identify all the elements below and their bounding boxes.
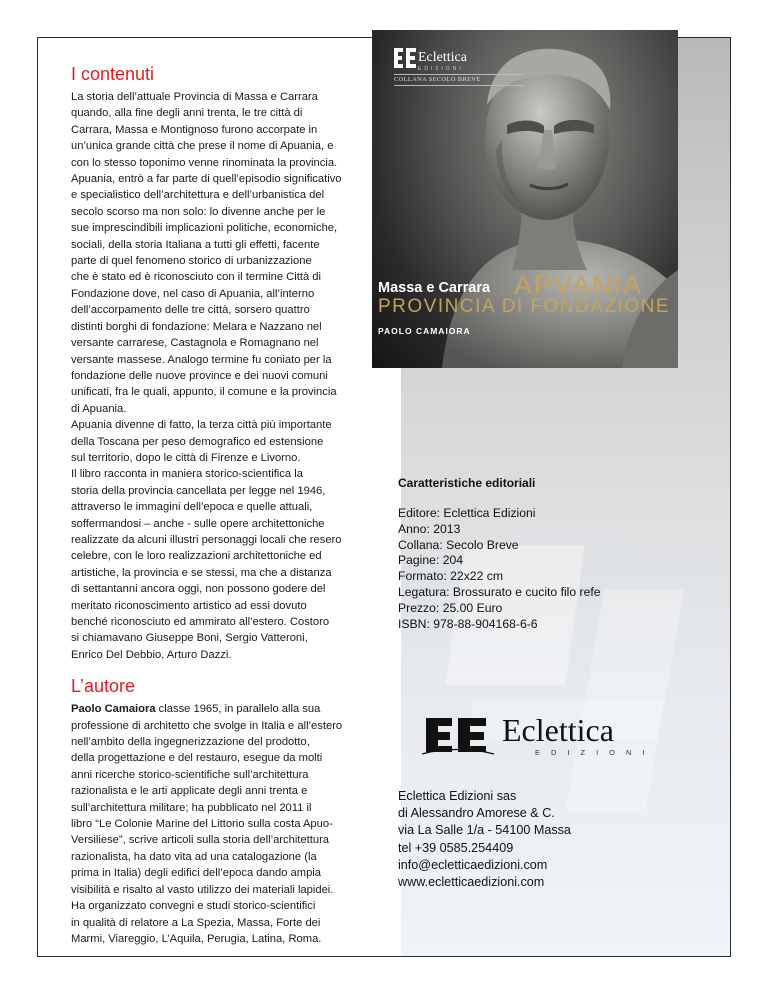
author-line: razionalista e le arti applicate degli anni trenta e	[71, 785, 308, 798]
contents-line: di Apuania.	[71, 402, 127, 415]
contents-line: fondazione delle nuove province e dei nuovi comuni	[71, 369, 328, 382]
contents-line: Il libro racconta in maniera storico-scientifica la	[71, 468, 303, 481]
contents-line: con lo stesso toponimo venne rinominata la provincia.	[71, 156, 338, 169]
cover-author: PAOLO CAMAIORA	[378, 326, 471, 336]
author-line: visibilità e risalto al vasto utilizzo dei materiali lapidei.	[71, 883, 334, 896]
contents-line: secolo scorso ma non solo: lo divenne anche per le	[71, 205, 326, 218]
contact-phone: tel +39 0585.254409	[398, 840, 514, 855]
cover-collana: COLLANA SECOLO BREVE	[394, 74, 524, 86]
cover-publisher-name: Eclettica	[418, 50, 467, 65]
author-line: Marmi, Viareggio, L’Aquila, Perugia, Latina, Roma.	[71, 932, 322, 945]
contact-email: info@eclettica​edizioni.com	[398, 857, 548, 872]
author-line: Ha organizzato convegni e studi storico-scientifici	[71, 900, 316, 913]
contents-line: La storia dell’attuale Provincia di Massa e Carrara	[71, 91, 318, 103]
contents-line: Apuania, entrò a far parte di quell’episodio significativo	[71, 173, 342, 186]
cover-title-part1: Massa e Carrara	[378, 280, 491, 296]
author-line: sull’architettura militare; ha pubblicato nel 2011 il	[71, 801, 312, 814]
spec-year: Anno: 2013	[398, 521, 461, 536]
left-column	[71, 63, 377, 947]
spec-editor: Editore: Eclettica Edizioni	[398, 506, 536, 520]
editorial-specs	[398, 476, 668, 632]
publisher-contact	[398, 788, 668, 891]
contents-line: e specialistico dell’architettura e dell’urbanistica del	[71, 189, 325, 202]
contents-line: artistiche, la provincia e se stessi, ma che a distanza	[71, 566, 332, 579]
contents-line: meritato riconoscimento artistico ad essi dovuto	[71, 599, 307, 612]
contents-line: della Toscana per peso demografico ed estensione	[71, 435, 324, 448]
author-line: in qualità di relatore a La Spezia, Massa, Forte dei	[71, 916, 321, 929]
cover-publisher-sub: EDIZIONI	[418, 66, 464, 72]
contents-line: che è stato ed è riconosciuto con il termine Città di	[71, 271, 321, 284]
author-line: nell’ambito della ingegnerizzazione del prodotto,	[71, 736, 310, 749]
contents-line: realizzate da alcuni illustri personaggi locali che resero	[71, 533, 342, 546]
contents-line: storia della provincia cancellata per legge nel 1946,	[71, 484, 326, 497]
author-line: professione di architetto che svolge in Italia e all’estero	[71, 719, 343, 732]
publisher-logo	[422, 712, 656, 762]
brand-name: Eclettica	[502, 712, 614, 748]
contents-line: sul territorio, dopo le città di Firenze e Livorno.	[71, 451, 301, 464]
contents-text	[71, 89, 377, 663]
contents-line: di settantanni ancora oggi, non possono godere del	[71, 583, 326, 596]
cover-title-part2: APVANIA	[514, 270, 644, 300]
author-line: della progettazione e del restauro, esegue da molti	[71, 752, 323, 765]
contents-line: versante massese. Analogo termine fu coniato per la	[71, 353, 332, 366]
contents-line: si chiamavano Giuseppe Boni, Sergio Vatteroni,	[71, 632, 308, 645]
spec-series: Collana: Secolo Breve	[398, 537, 519, 552]
contents-line: distinti borghi di fondazione: Melara e Nazzano nel	[71, 320, 322, 333]
contents-line: versante carrarese, Castagnola e Romagnano nel	[71, 337, 319, 350]
contents-line: celebre, con le loro realizzazioni architettoniche ed	[71, 550, 322, 563]
book-cover	[372, 30, 678, 368]
contact-owner: di Alessandro Amorese & C.	[398, 806, 555, 821]
contents-line: dell’accorpamento delle tre città, sorsero quattro	[71, 304, 310, 317]
spec-binding: Legatura: Brossurato e cucito filo refe	[398, 584, 601, 599]
contents-line: Enrico Del Debbio, Arturo Dazzi.	[71, 648, 232, 661]
author-line: libro “Le Colonie Marine del Littorio sulla costa Apuo-	[71, 818, 333, 831]
eclettica-logo-icon	[422, 716, 494, 756]
author-line: anni ricerche storico-scientifiche sull’architettura	[71, 768, 309, 781]
author-line: razionalista, ha dato vita ad una catalogazione (la	[71, 850, 317, 863]
author-title: L’autore	[71, 676, 136, 697]
contents-line: Carrara, Massa e Montignoso furono accorpate in	[71, 123, 318, 136]
contents-line: benché riconosciuto ed ammirato all’estero. Costoro	[71, 616, 330, 628]
author-line: Versiliese”, scrive articoli sulla storia dell’architettura	[71, 834, 330, 847]
contact-company: Eclettica Edizioni sas	[398, 789, 517, 803]
contents-line: sociali, della storia Italiana a tutti gli effetti, facente	[71, 238, 320, 251]
author-line: prima in Italia) degli edifici dell’epoca dando ampia	[71, 867, 321, 880]
contents-line: parte di quel fenomeno storico di urbanizzazione	[71, 255, 312, 268]
contents-title: I contenuti	[71, 64, 155, 84]
contents-line: un’unica grande città che prese il nome di Apuania, e	[71, 140, 334, 153]
contents-line: attraverso le immagini dell’epoca e quelle attuali,	[71, 501, 313, 514]
spec-format: Formato: 22x22 cm	[398, 569, 503, 584]
spec-isbn: ISBN: 978-88-904168-6-6	[398, 616, 538, 631]
author-first-line	[71, 701, 377, 717]
spec-pages: Pagine: 204	[398, 553, 464, 568]
contents-line: Fondazione dove, nel caso di Apuania, all’interno	[71, 287, 315, 300]
contents-line: unificati, fra le quali, appunto, il comune e la provincia	[71, 386, 337, 399]
author-text	[71, 701, 377, 947]
contact-address: via La Salle 1/a - 54100 Massa	[398, 823, 571, 838]
spec-price: Prezzo: 25.00 Euro	[398, 600, 503, 615]
eclettica-logo-icon	[394, 48, 416, 68]
specs-title: Caratteristiche editoriali	[398, 476, 536, 490]
contents-line: Apuania divenne di fatto, la terza città più importante	[71, 419, 332, 432]
brand-sub: EDIZIONI	[535, 748, 656, 757]
author-first-line-rest: classe 1965, in parallelo alla sua	[155, 703, 321, 716]
contents-line: sue imprescindibili implicazioni politiche, economiche,	[71, 222, 338, 235]
author-name: Paolo Camaiora	[71, 703, 156, 716]
contents-line: quando, alla fine degli anni trenta, le tre città di	[71, 107, 303, 120]
contact-website: www.eclettica​edizioni.com	[398, 875, 545, 890]
contents-line: soffermandosi – anche - sulle opere architettoniche	[71, 517, 325, 530]
cover-subtitle: PROVINCIA DI FONDAZIONE	[378, 296, 671, 317]
